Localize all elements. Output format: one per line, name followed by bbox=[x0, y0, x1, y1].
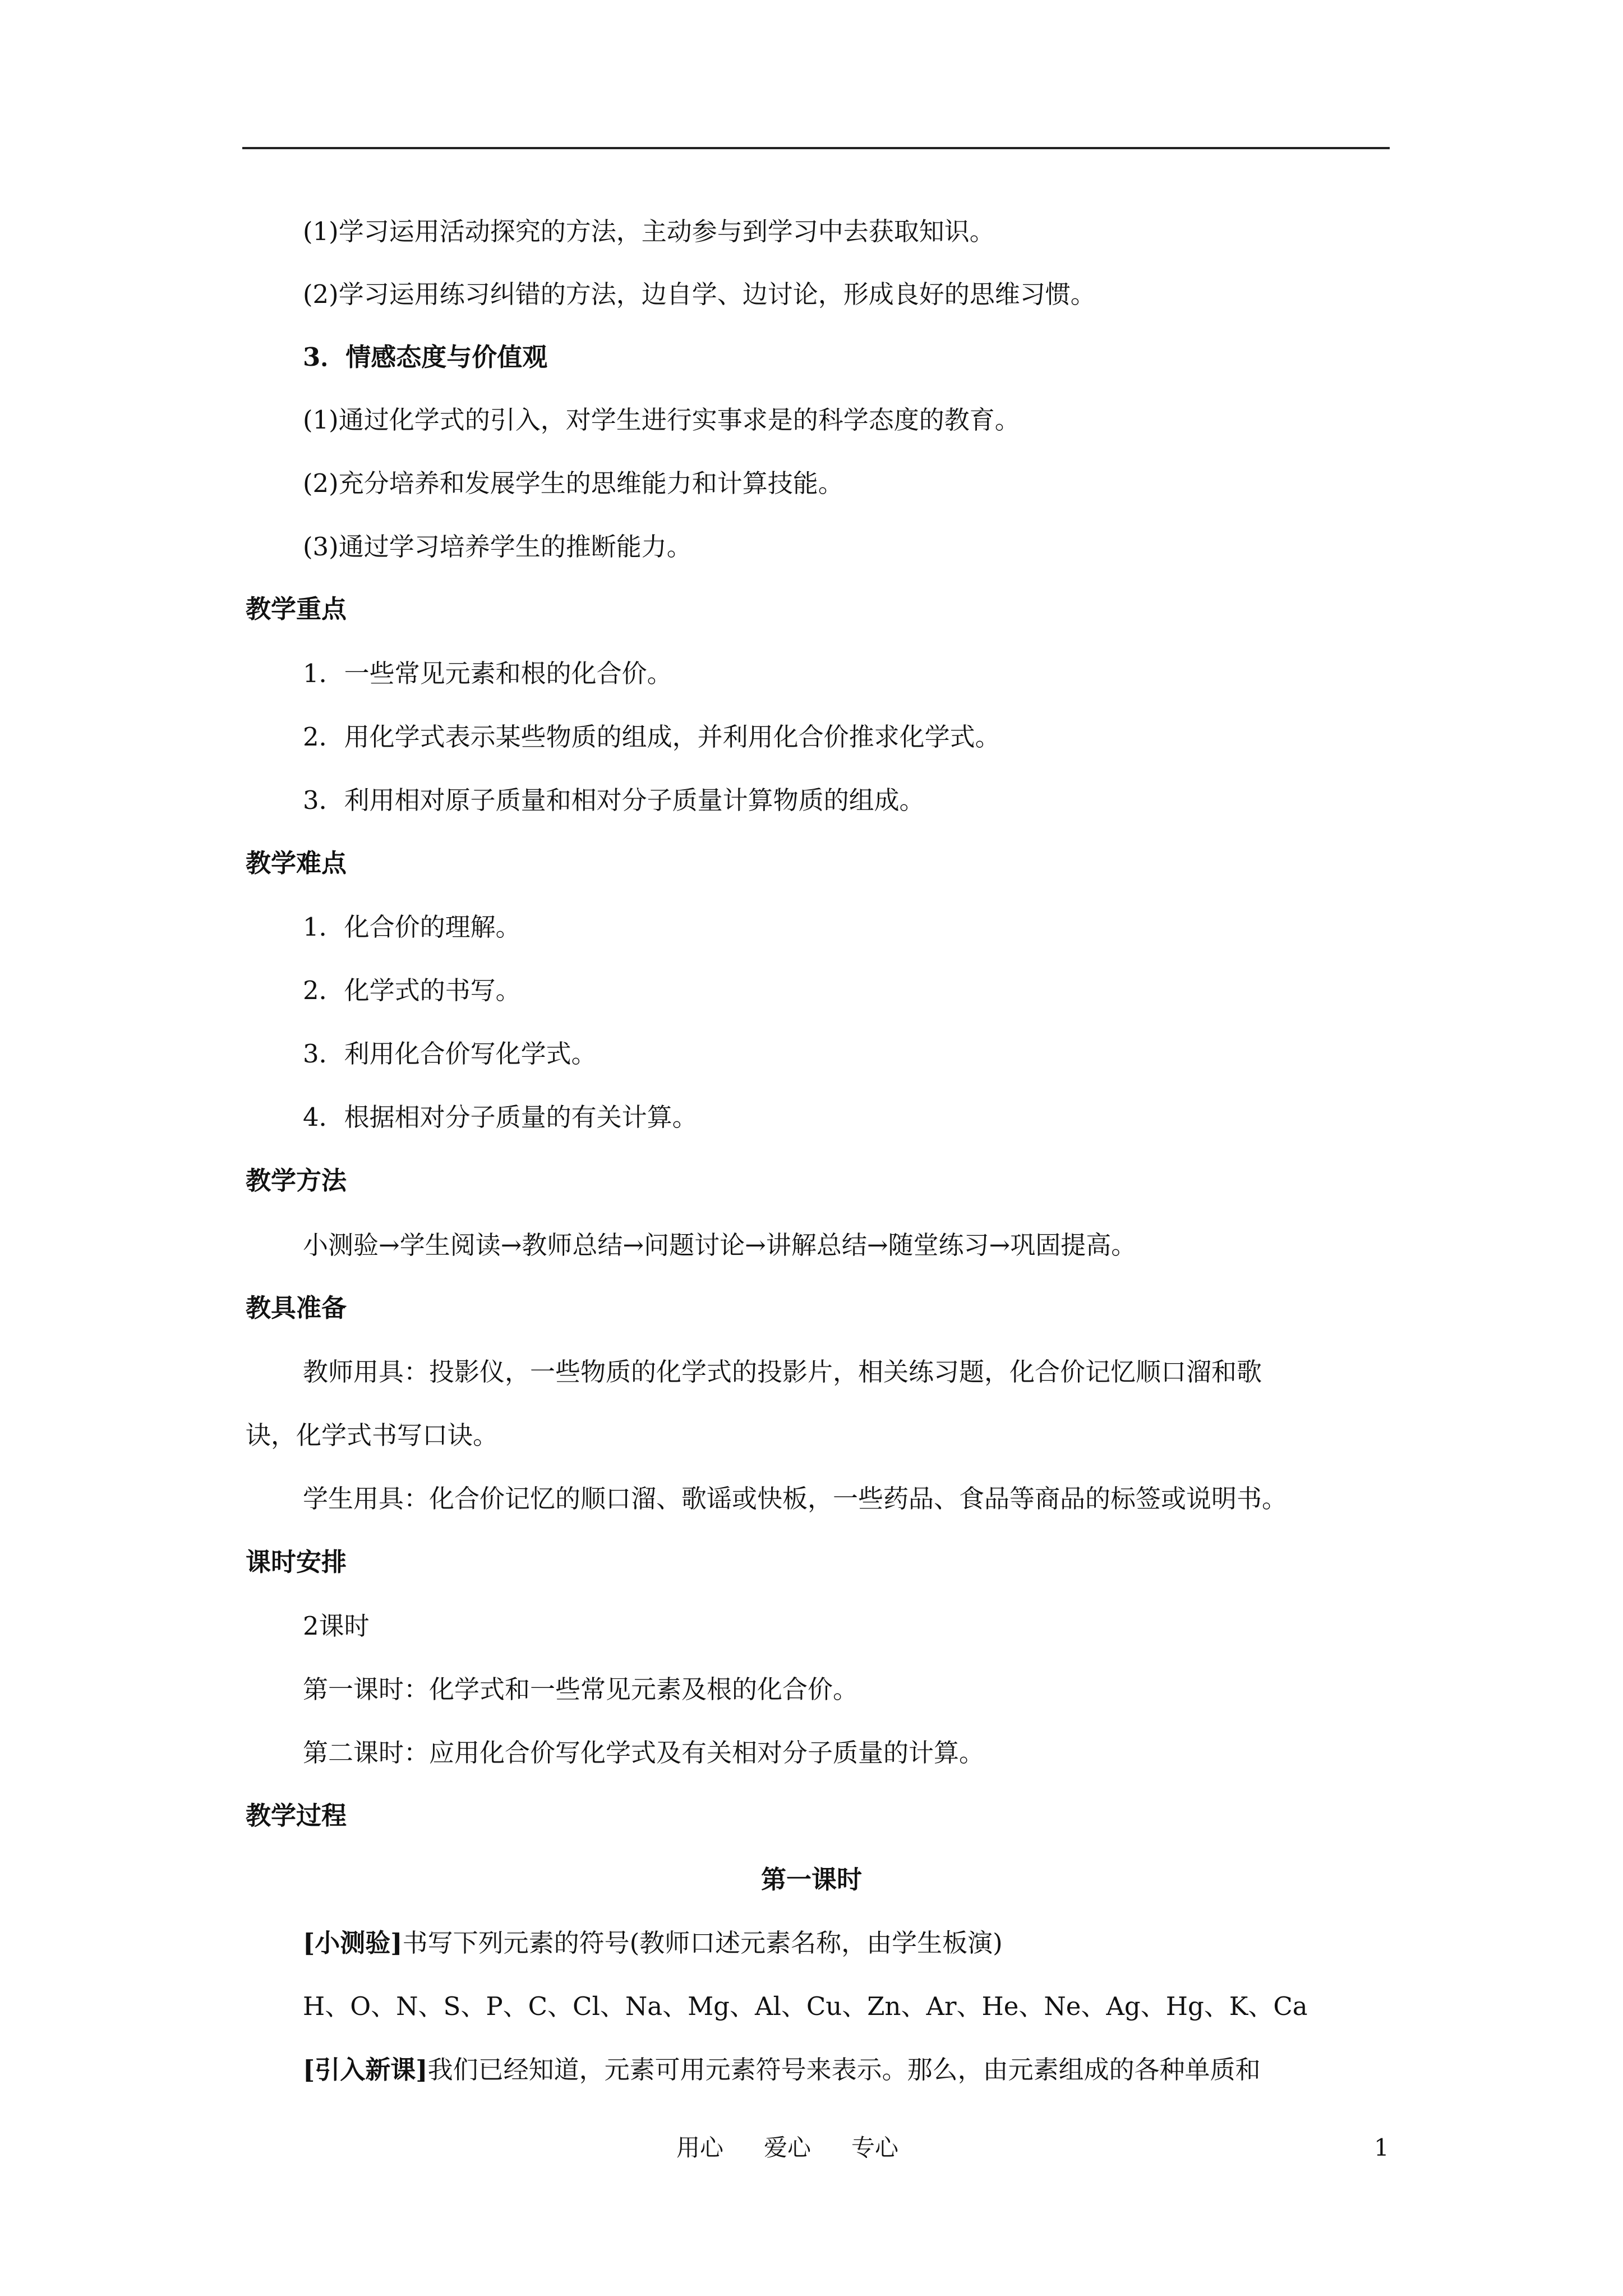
section-heading-tools: 教具准备 bbox=[246, 1293, 347, 1323]
list-item: 1．化合价的理解。 bbox=[303, 912, 521, 942]
intro-paragraph bbox=[303, 2054, 1261, 2086]
body-paragraph: 第一课时：化学式和一些常见元素及根的化合价。 bbox=[303, 1674, 859, 1704]
body-paragraph: (2)学习运用练习纠错的方法，边自学、边讨论，形成良好的思维习惯。 bbox=[303, 279, 1096, 309]
footer-motto-1: 用心 bbox=[676, 2134, 724, 2161]
section-heading-key-points: 教学重点 bbox=[246, 594, 347, 624]
body-paragraph: (1)学习运用活动探究的方法，主动参与到学习中去获取知识。 bbox=[303, 217, 995, 246]
header-rule bbox=[242, 147, 1390, 149]
section-heading-schedule: 课时安排 bbox=[246, 1547, 347, 1577]
body-paragraph: 2课时 bbox=[303, 1611, 370, 1641]
footer-motto-3: 专心 bbox=[851, 2134, 899, 2161]
body-paragraph: (3)通过学习培养学生的推断能力。 bbox=[303, 532, 692, 562]
footer-motto-2: 爱心 bbox=[764, 2134, 811, 2161]
section-heading-method: 教学方法 bbox=[246, 1166, 347, 1195]
list-item: 3．利用化合价写化学式。 bbox=[303, 1039, 597, 1069]
body-paragraph: 学生用具：化合价记忆的顺口溜、歌谣或快板，一些药品、食品等商品的标签或说明书。 bbox=[303, 1484, 1288, 1513]
quiz-paragraph bbox=[303, 1927, 1003, 1959]
element-symbols: H、O、N、S、P、C、Cl、Na、Mg、Al、Cu、Zn、Ar、He、Ne、Ag、Hg、K、Ca bbox=[303, 1991, 1308, 2021]
list-item: 1．一些常见元素和根的化合价。 bbox=[303, 659, 672, 688]
body-paragraph: (2)充分培养和发展学生的思维能力和计算技能。 bbox=[303, 468, 843, 498]
list-item: 3．利用相对原子质量和相对分子质量计算物质的组成。 bbox=[303, 785, 925, 815]
page-number: 1 bbox=[1374, 2134, 1389, 2161]
body-paragraph: (1)通过化学式的引入，对学生进行实事求是的科学态度的教育。 bbox=[303, 405, 1020, 435]
quiz-tag: [小测验] bbox=[303, 1928, 403, 1958]
body-paragraph-continuation: 诀，化学式书写口诀。 bbox=[246, 1420, 499, 1450]
body-paragraph: 教师用具：投影仪，一些物质的化学式的投影片，相关练习题，化合价记忆顺口溜和歌 bbox=[303, 1357, 1262, 1387]
subsection-heading: 3．情感态度与价值观 bbox=[303, 342, 548, 372]
lesson-title: 第一课时 bbox=[760, 1865, 862, 1894]
intro-text: 我们已经知道，元素可用元素符号来表示。那么，由元素组成的各种单质和 bbox=[427, 2055, 1261, 2085]
body-paragraph: 小测验→学生阅读→教师总结→问题讨论→讲解总结→随堂练习→巩固提高。 bbox=[303, 1230, 1137, 1260]
section-heading-difficulties: 教学难点 bbox=[246, 848, 347, 878]
intro-tag: [引入新课] bbox=[303, 2055, 428, 2085]
footer-motto bbox=[676, 2133, 898, 2162]
list-item: 2．用化学式表示某些物质的组成，并利用化合价推求化学式。 bbox=[303, 722, 1000, 752]
list-item: 4．根据相对分子质量的有关计算。 bbox=[303, 1102, 698, 1132]
list-item: 2．化学式的书写。 bbox=[303, 976, 521, 1005]
section-heading-process: 教学过程 bbox=[246, 1801, 347, 1830]
quiz-text: 书写下列元素的符号(教师口述元素名称，由学生板演) bbox=[402, 1928, 1003, 1958]
body-paragraph: 第二课时：应用化合价写化学式及有关相对分子质量的计算。 bbox=[303, 1738, 985, 1768]
